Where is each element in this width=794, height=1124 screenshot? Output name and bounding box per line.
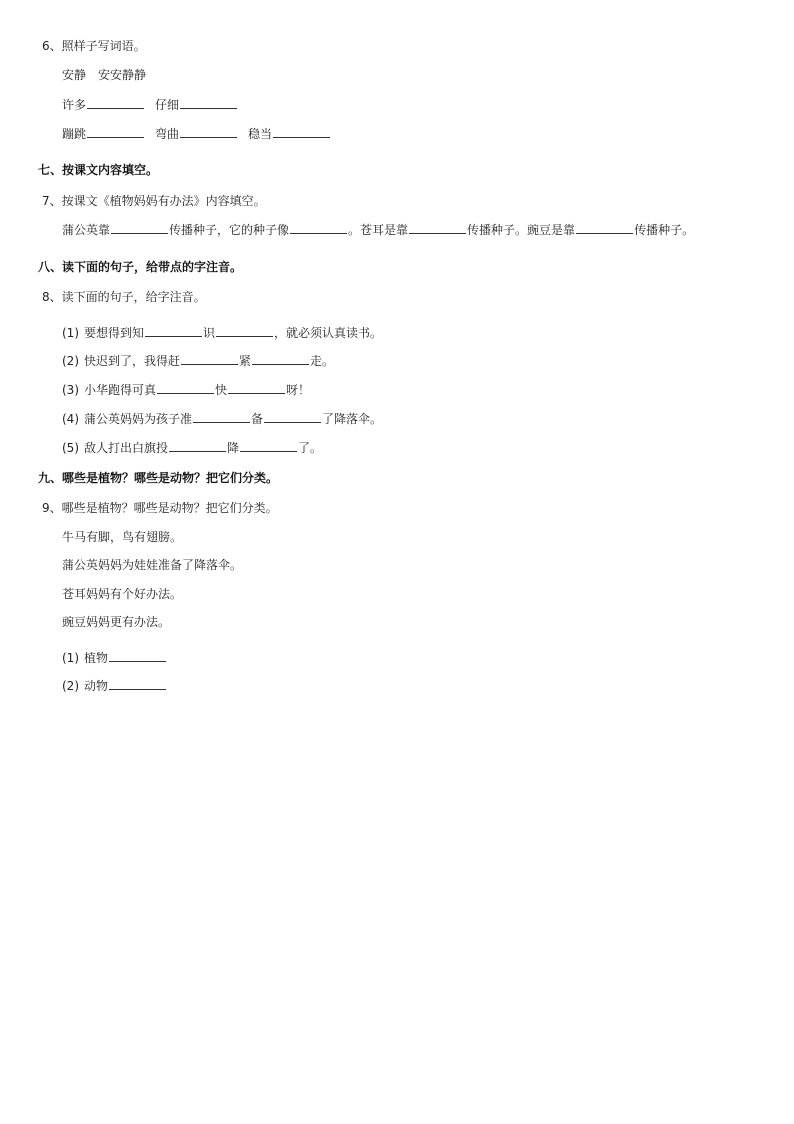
q7-text: 传播种子，它的种子像 [169, 223, 290, 237]
answer-blank[interactable] [576, 221, 633, 234]
item-text: 呀！ [286, 383, 311, 397]
q6-example-answer: 安安静静 [98, 68, 147, 82]
item-text: 小华跑得可真 [84, 383, 157, 397]
item-text: 要想得到知 [84, 326, 145, 340]
item-number: (3) [62, 383, 79, 397]
answer-blank[interactable] [290, 221, 347, 234]
section-8-heading: 八、读下面的句子，给带点的字注音。 [38, 260, 243, 274]
item-text: 快 [215, 383, 228, 397]
q7-title: 7、按课文《植物妈妈有办法》内容填空。 [42, 194, 266, 208]
answer-blank[interactable] [240, 439, 297, 452]
item-number: (1) [62, 651, 79, 665]
q9-passage-line: 苍耳妈妈有个好办法。 [62, 587, 183, 601]
item-text: 识 [203, 326, 216, 340]
answer-blank[interactable] [193, 410, 250, 423]
item-text: 快迟到了，我得赶 [84, 354, 181, 368]
q9-passage-line: 蒲公英妈妈为娃娃准备了降落伞。 [62, 558, 243, 572]
item-text: 备 [251, 412, 264, 426]
item-text: 蒲公英妈妈为孩子准 [84, 412, 193, 426]
section-7-heading: 七、按课文内容填空。 [38, 163, 159, 177]
item-number: (2) [62, 354, 79, 368]
q8-item [62, 352, 334, 369]
answer-blank[interactable] [145, 324, 202, 337]
answer-blank[interactable] [228, 381, 285, 394]
answer-blank[interactable] [252, 352, 309, 365]
answer-blank[interactable] [87, 96, 144, 109]
item-text: 了降落伞。 [322, 412, 383, 426]
item-number: (5) [62, 441, 79, 455]
answer-blank[interactable] [216, 324, 273, 337]
item-number: (1) [62, 326, 79, 340]
q9-passage-line: 牛马有脚，鸟有翅膀。 [62, 530, 183, 544]
answer-label: 动物 [84, 679, 109, 693]
item-text: 敌人打出白旗投 [84, 441, 169, 455]
section-9-heading: 九、哪些是植物？哪些是动物？把它们分类。 [38, 471, 279, 485]
item-text: ，就必须认真读书。 [274, 326, 383, 340]
item-text: 紧 [239, 354, 252, 368]
q6-word: 仔细 [155, 98, 180, 112]
q6-word: 蹦跳 [62, 127, 87, 141]
q9-answer [62, 649, 167, 666]
item-text: 降 [227, 441, 240, 455]
q8-item [62, 324, 382, 341]
q8-item [62, 381, 310, 398]
answer-blank[interactable] [409, 221, 466, 234]
q7-text: 传播种子。豌豆是靠 [467, 223, 576, 237]
q6-example-word: 安静 [62, 68, 87, 82]
answer-label: 植物 [84, 651, 109, 665]
q8-item [62, 410, 382, 427]
answer-blank[interactable] [273, 125, 330, 138]
answer-blank[interactable] [109, 677, 166, 690]
q9-answer [62, 677, 167, 694]
q6-word: 稳当 [248, 127, 273, 141]
q6-word: 许多 [62, 98, 87, 112]
item-text: 了。 [298, 441, 323, 455]
q6-row2 [62, 125, 331, 142]
q9-passage-line: 豌豆妈妈更有办法。 [62, 615, 171, 629]
q9-title: 9、哪些是植物？哪些是动物？把它们分类。 [42, 501, 278, 515]
q7-text: 传播种子。 [634, 223, 695, 237]
item-number: (4) [62, 412, 79, 426]
q8-title: 8、读下面的句子，给字注音。 [42, 290, 206, 304]
q6-row1 [62, 96, 238, 113]
q7-text: 蒲公英靠 [62, 223, 111, 237]
q7-fill-line [62, 221, 694, 238]
item-text: 走。 [310, 354, 335, 368]
answer-blank[interactable] [111, 221, 168, 234]
answer-blank[interactable] [109, 649, 166, 662]
answer-blank[interactable] [181, 352, 238, 365]
item-number: (2) [62, 679, 79, 693]
answer-blank[interactable] [180, 125, 237, 138]
answer-blank[interactable] [169, 439, 226, 452]
answer-blank[interactable] [180, 96, 237, 109]
q6-word: 弯曲 [155, 127, 180, 141]
q8-item [62, 439, 322, 456]
q7-text: 。苍耳是靠 [348, 223, 409, 237]
answer-blank[interactable] [87, 125, 144, 138]
answer-blank[interactable] [157, 381, 214, 394]
q6-example [62, 67, 146, 83]
answer-blank[interactable] [264, 410, 321, 423]
q6-title: 6、照样子写词语。 [42, 39, 146, 53]
